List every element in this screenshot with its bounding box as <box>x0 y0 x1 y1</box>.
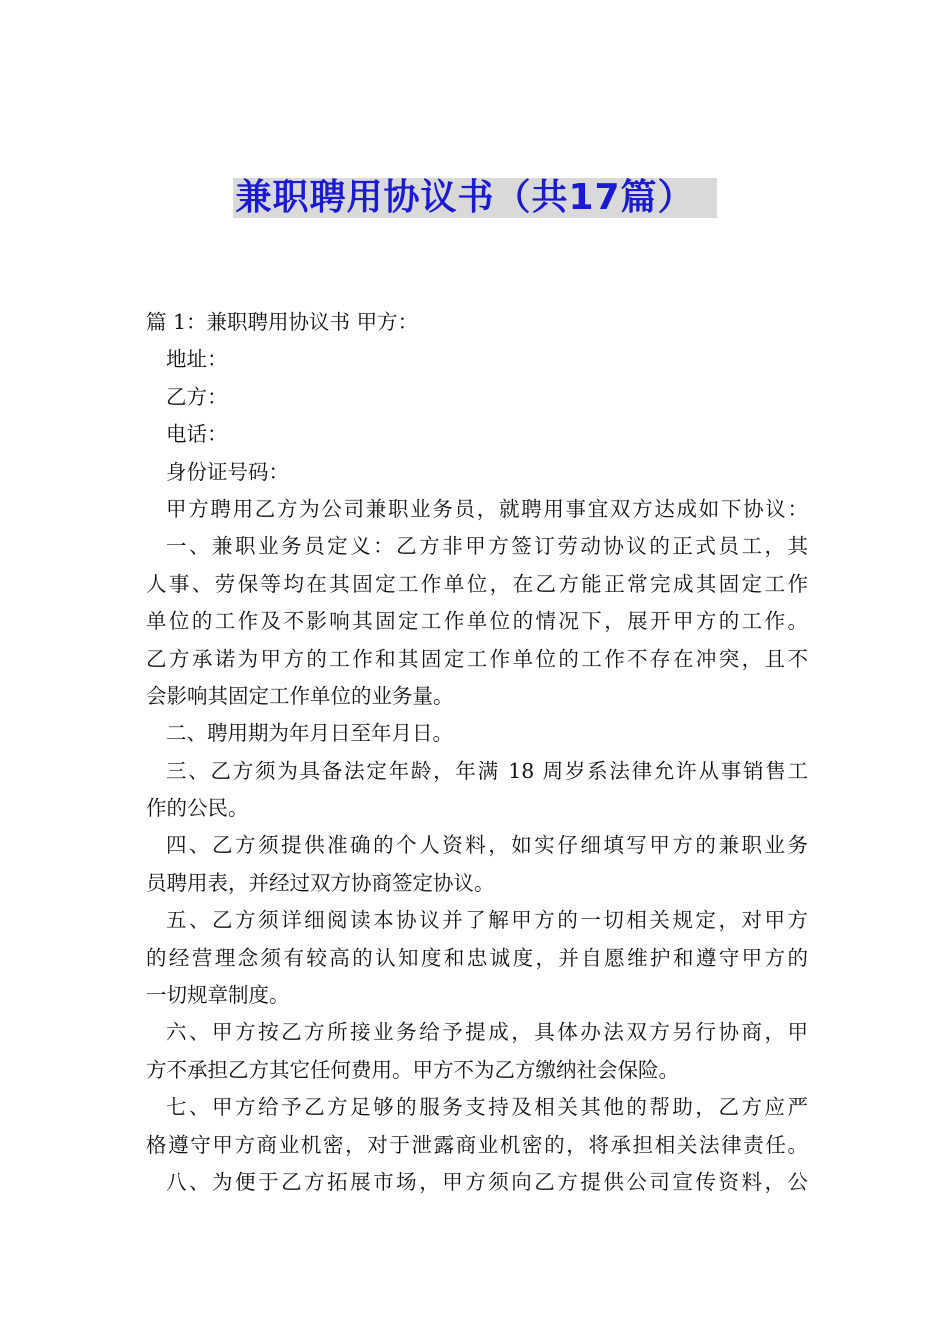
document-title: 兼职聘用协议书（共17篇） <box>233 178 716 218</box>
text-line: 员聘用表，并经过双方协商签定协议。 <box>146 870 495 895</box>
text-line: 地址： <box>166 347 228 372</box>
document-body <box>146 304 808 1201</box>
text-line: 单位的工作及不影响其固定工作单位的情况下，展开甲方的工作。 <box>146 609 808 634</box>
text-line: 三、乙方须为具备法定年龄，年满 18 周岁系法律允许从事销售工 <box>166 758 808 783</box>
text-line: 作的公民。 <box>146 796 249 821</box>
text-line: 八、为便于乙方拓展市场，甲方须向乙方提供公司宣传资料，公 <box>166 1169 808 1194</box>
text-line: 电话： <box>166 422 228 447</box>
text-line: 身份证号码： <box>166 459 289 484</box>
text-line: 的经营理念须有较高的认知度和忠诚度，并自愿维护和遵守甲方的 <box>146 945 808 970</box>
title-container <box>0 178 950 218</box>
text-line: 二、聘用期为年月日至年月日。 <box>166 721 453 746</box>
text-line: 甲方聘用乙方为公司兼职业务员，就聘用事宜双方达成如下协议： <box>166 496 808 521</box>
text-line: 五、乙方须详细阅读本协议并了解甲方的一切相关规定，对甲方 <box>166 908 808 933</box>
text-line: 人事、劳保等均在其固定工作单位，在乙方能正常完成其固定工作 <box>146 571 808 596</box>
text-line: 乙方承诺为甲方的工作和其固定工作单位的工作不存在冲突，且不 <box>146 646 808 671</box>
text-line: 格遵守甲方商业机密，对于泄露商业机密的，将承担相关法律责任。 <box>146 1132 808 1157</box>
text-line: 四、乙方须提供准确的个人资料，如实仔细填写甲方的兼职业务 <box>166 833 808 858</box>
text-line: 一、兼职业务员定义：乙方非甲方签订劳动协议的正式员工，其 <box>166 534 808 559</box>
text-line: 会影响其固定工作单位的业务量。 <box>146 683 454 708</box>
text-line: 篇 1：兼职聘用协议书 甲方： <box>146 310 419 334</box>
text-line: 方不承担乙方其它任何费用。甲方不为乙方缴纳社会保险。 <box>146 1057 679 1082</box>
text-line: 六、甲方按乙方所接业务给予提成，具体办法双方另行协商，甲 <box>166 1020 808 1045</box>
text-line: 七、甲方给予乙方足够的服务支持及相关其他的帮助，乙方应严 <box>166 1095 808 1120</box>
text-line: 一切规章制度。 <box>146 983 290 1008</box>
text-line: 乙方： <box>166 384 228 409</box>
